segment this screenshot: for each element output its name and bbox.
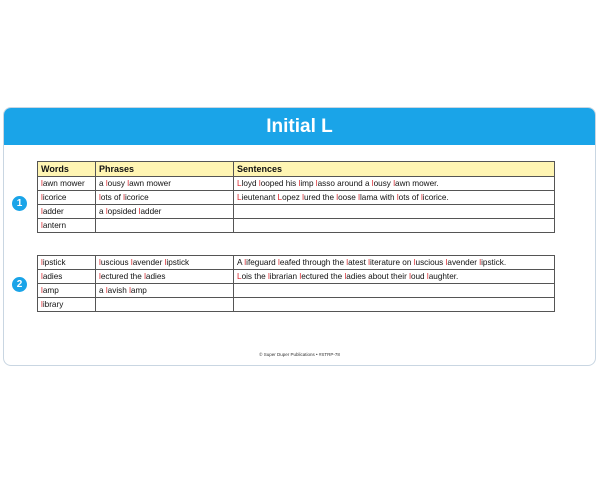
sentence-cell bbox=[234, 284, 555, 298]
highlighted-letter: l bbox=[41, 258, 43, 267]
sentence-cell bbox=[234, 191, 555, 205]
highlighted-letter: L bbox=[277, 193, 283, 202]
phrase-cell bbox=[96, 219, 234, 233]
highlighted-letter: l bbox=[41, 300, 43, 309]
highlighted-letter: l bbox=[371, 179, 374, 188]
header-phrases: Phrases bbox=[96, 162, 234, 177]
table-row bbox=[38, 177, 555, 191]
highlighted-letter: l bbox=[130, 258, 133, 267]
word-cell bbox=[38, 219, 96, 233]
highlighted-letter: l bbox=[396, 193, 399, 202]
phrase-cell bbox=[96, 205, 234, 219]
text-segment: amp bbox=[130, 286, 147, 295]
text-segment: adies about their bbox=[346, 272, 410, 281]
text-segment: ifeguard bbox=[246, 258, 278, 267]
word-cell bbox=[38, 298, 96, 312]
text-segment: adies bbox=[145, 272, 166, 281]
highlighted-letter: l bbox=[144, 272, 146, 281]
phrase-cell bbox=[96, 298, 234, 312]
highlighted-letter: l bbox=[393, 179, 396, 188]
text-segment: uscious bbox=[100, 258, 131, 267]
highlighted-letter: l bbox=[41, 179, 43, 188]
sentence-cell bbox=[234, 177, 555, 191]
table-row bbox=[38, 284, 555, 298]
text-segment: eafed through the bbox=[279, 258, 347, 267]
highlighted-letter: l bbox=[426, 272, 429, 281]
text-segment: asso around a bbox=[317, 179, 372, 188]
text-segment: oose bbox=[338, 193, 359, 202]
word-cell bbox=[38, 284, 96, 298]
text-segment: ousy bbox=[373, 179, 394, 188]
highlighted-letter: l bbox=[358, 193, 360, 202]
text-segment: avish bbox=[107, 286, 130, 295]
phrase-cell bbox=[96, 256, 234, 270]
highlighted-letter: l bbox=[41, 193, 43, 202]
phrase-cell bbox=[96, 270, 234, 284]
word-cell bbox=[38, 191, 96, 205]
highlighted-letter: L bbox=[237, 193, 242, 202]
text-segment: adder bbox=[42, 207, 64, 216]
text-segment: ooped his bbox=[260, 179, 299, 188]
highlighted-letter: l bbox=[479, 258, 482, 267]
table-row bbox=[38, 270, 555, 284]
highlighted-letter: l bbox=[336, 193, 339, 202]
header-row bbox=[38, 162, 555, 177]
highlighted-letter: l bbox=[99, 258, 101, 267]
text-segment: avender bbox=[447, 258, 480, 267]
section-2-badge: 2 bbox=[12, 277, 27, 292]
text-segment: icorice bbox=[124, 193, 149, 202]
word-cell bbox=[38, 177, 96, 191]
text-segment: ots of bbox=[100, 193, 124, 202]
table-row bbox=[38, 298, 555, 312]
text-segment: ipstick bbox=[42, 258, 66, 267]
text-segment: awn mower bbox=[42, 179, 85, 188]
highlighted-letter: l bbox=[258, 179, 261, 188]
highlighted-letter: l bbox=[41, 286, 43, 295]
highlighted-letter: l bbox=[41, 272, 43, 281]
highlighted-letter: l bbox=[105, 286, 108, 295]
text-segment: icorice. bbox=[422, 193, 449, 202]
title-banner: Initial L bbox=[4, 108, 595, 145]
text-segment: ured the bbox=[303, 193, 337, 202]
highlighted-letter: l bbox=[445, 258, 448, 267]
highlighted-letter: l bbox=[164, 258, 167, 267]
text-segment: aughter. bbox=[428, 272, 459, 281]
highlighted-letter: l bbox=[267, 272, 270, 281]
highlighted-letter: l bbox=[105, 179, 108, 188]
word-cell bbox=[38, 256, 96, 270]
phrase-cell bbox=[96, 177, 234, 191]
text-segment: a bbox=[99, 286, 106, 295]
text-segment: opez bbox=[282, 193, 303, 202]
header-sentences: Sentences bbox=[234, 162, 555, 177]
text-segment: A bbox=[237, 258, 245, 267]
text-segment: a bbox=[99, 179, 106, 188]
highlighted-letter: l bbox=[41, 207, 43, 216]
highlighted-letter: l bbox=[344, 272, 347, 281]
highlighted-letter: l bbox=[315, 179, 318, 188]
highlighted-letter: l bbox=[99, 193, 101, 202]
sentence-cell bbox=[234, 219, 555, 233]
highlighted-letter: l bbox=[420, 193, 423, 202]
table-row bbox=[38, 256, 555, 270]
highlighted-letter: l bbox=[123, 193, 125, 202]
highlighted-letter: l bbox=[302, 193, 304, 202]
highlighted-letter: L bbox=[237, 272, 242, 281]
phrase-cell bbox=[96, 284, 234, 298]
text-segment: lama with bbox=[359, 193, 397, 202]
highlighted-letter: l bbox=[41, 221, 43, 230]
text-segment: opsided bbox=[107, 207, 139, 216]
text-segment: ectured the bbox=[100, 272, 145, 281]
phrase-cell bbox=[96, 191, 234, 205]
text-segment: antern bbox=[42, 221, 67, 230]
table-row bbox=[38, 219, 555, 233]
text-segment: ipstick bbox=[166, 258, 190, 267]
highlighted-letter: l bbox=[346, 258, 349, 267]
header-words: Words bbox=[38, 162, 96, 177]
text-segment: oud bbox=[410, 272, 427, 281]
text-segment: ousy bbox=[107, 179, 128, 188]
section-1-badge: 1 bbox=[12, 196, 27, 211]
highlighted-letter: l bbox=[244, 258, 247, 267]
text-segment: avender bbox=[132, 258, 165, 267]
copyright-footer: © Super Duper Publications • #STRP-78 bbox=[259, 352, 340, 357]
highlighted-letter: l bbox=[127, 179, 130, 188]
table-row bbox=[38, 205, 555, 219]
highlighted-letter: l bbox=[129, 286, 131, 295]
sentence-cell bbox=[234, 205, 555, 219]
text-segment: loyd bbox=[241, 179, 259, 188]
text-segment: ieutenant bbox=[241, 193, 278, 202]
text-segment: imp bbox=[300, 179, 316, 188]
table-row bbox=[38, 191, 555, 205]
text-segment: ots of bbox=[398, 193, 421, 202]
text-segment: amp bbox=[42, 286, 59, 295]
section-2-table bbox=[37, 255, 555, 312]
worksheet-card bbox=[3, 107, 596, 366]
text-segment: ibrary bbox=[42, 300, 64, 309]
highlighted-letter: l bbox=[368, 258, 370, 267]
text-segment: awn mower. bbox=[395, 179, 439, 188]
sentence-cell bbox=[234, 298, 555, 312]
text-segment: adies bbox=[42, 272, 63, 281]
word-cell bbox=[38, 205, 96, 219]
sentence-cell bbox=[234, 270, 555, 284]
highlighted-letter: L bbox=[237, 179, 242, 188]
text-segment: icorice bbox=[42, 193, 67, 202]
sentence-cell bbox=[234, 256, 555, 270]
text-segment: uscious bbox=[415, 258, 446, 267]
highlighted-letter: l bbox=[138, 207, 141, 216]
text-segment: ipstick. bbox=[481, 258, 507, 267]
text-segment: a bbox=[99, 207, 106, 216]
highlighted-letter: l bbox=[105, 207, 108, 216]
text-segment: iterature on bbox=[369, 258, 414, 267]
text-segment: atest bbox=[348, 258, 369, 267]
highlighted-letter: l bbox=[409, 272, 411, 281]
text-segment: adder bbox=[140, 207, 162, 216]
highlighted-letter: l bbox=[99, 272, 101, 281]
highlighted-letter: l bbox=[298, 179, 301, 188]
text-segment: ibrarian bbox=[269, 272, 300, 281]
section-1-table bbox=[37, 161, 555, 233]
highlighted-letter: l bbox=[278, 258, 280, 267]
word-cell bbox=[38, 270, 96, 284]
highlighted-letter: l bbox=[413, 258, 416, 267]
text-segment: awn mower bbox=[129, 179, 171, 188]
text-segment: ois the bbox=[241, 272, 268, 281]
text-segment: ectured the bbox=[301, 272, 345, 281]
highlighted-letter: l bbox=[299, 272, 302, 281]
